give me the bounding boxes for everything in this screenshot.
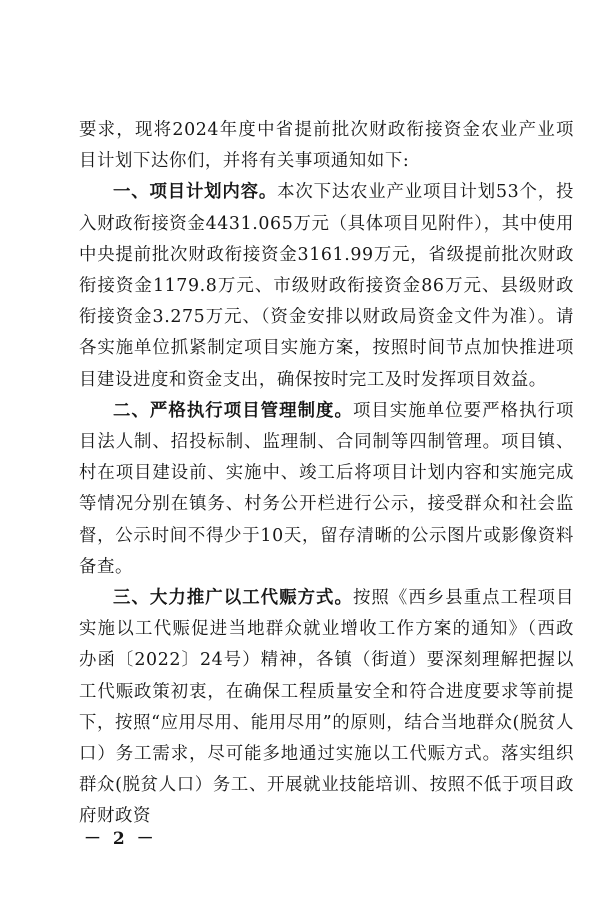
paragraph-intro bbox=[79, 115, 574, 177]
paragraph-section-3 bbox=[79, 583, 574, 833]
page-number: － 2 － bbox=[84, 829, 157, 849]
paragraph-section-1 bbox=[79, 177, 574, 395]
section-3-text: 按照《西乡县重点工程项目实施以工代赈促进当地群众就业增收工作方案的通知》（西政办函〔2022〕24号）精神，各镇（街道）要深刻理解把握以工代赈政策初衷，在确保工程质量安全和符合进度要求等前提下，按照“应用尽用、能用尽用”的原则，结合当地群众(脱贫人口）务工需求，尽可能多地通过实施以工代赈方式。落实组织群众(脱贫人口）务工、开展就业技能培训、按照不低于项目政府财政资 bbox=[79, 588, 574, 827]
section-1-text: 本次下达农业产业项目计划53个，投入财政衔接资金4431.065万元（具体项目见附件），其中使用中央提前批次财政衔接资金3161.99万元，省级提前批次财政衔接资金1179.8万元、市级财政衔接资金86万元、县级财政衔接资金3.275万元、（资金安排以财政局资金文件为准）。请各实施单位抓紧制定项目实施方案，按照时间节点加快推进项目建设进度和资金支出，确保按时完工及时发挥项目效益。 bbox=[79, 182, 574, 390]
paragraph-intro-text: 要求，现将2024年度中省提前批次财政衔接资金农业产业项目计划下达你们，并将有关事项通知如下: bbox=[79, 120, 574, 172]
section-3-heading: 三、大力推广以工代赈方式。 bbox=[113, 588, 353, 609]
document-body bbox=[79, 115, 574, 833]
section-1-heading: 一、项目计划内容。 bbox=[113, 182, 278, 203]
section-2-text: 项目实施单位要严格执行项目法人制、招投标制、监理制、合同制等四制管理。项目镇、村在项目建设前、实施中、竣工后将项目计划内容和实施完成等情况分别在镇务、村务公开栏进行公示，接受群众和社会监督，公示时间不得少于10天，留存清晰的公示图片或影像资料备查。 bbox=[79, 400, 574, 577]
paragraph-section-2 bbox=[79, 396, 574, 583]
section-2-heading: 二、严格执行项目管理制度。 bbox=[113, 400, 353, 421]
